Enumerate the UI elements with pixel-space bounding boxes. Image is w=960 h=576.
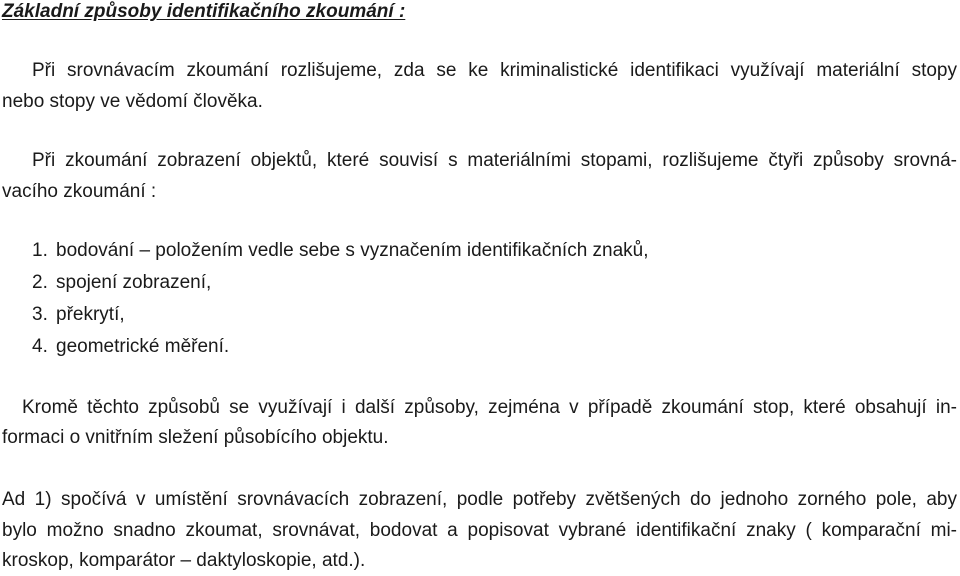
list-number: 3. xyxy=(32,304,48,325)
list-text: bodování – položením vedle sebe s vyznačením identifikačních znaků, xyxy=(56,240,649,261)
list-text: geometrické měření. xyxy=(56,336,230,357)
paragraph-1-line-2: nebo stopy ve vědomí člověka. xyxy=(2,91,263,112)
paragraph-2-line-2: vacího zkoumání : xyxy=(2,181,157,202)
section-heading: Základní způsoby identifikačního zkoumání : xyxy=(2,1,406,22)
paragraph-2-line-1: Při zkoumání zobrazení objektů, které souvisí s materiálními stopami, rozlišujeme čtyři způsoby srovná- xyxy=(32,150,957,171)
paragraph-3-line-1: Kromě těchto způsobů se využívají i další způsoby, zejména v případě zkoumání stop, které obsahují in- xyxy=(22,397,957,418)
paragraph-4-line-1: Ad 1) spočívá v umístění srovnávacích zobrazení, podle potřeby zvětšených do jednoho zorného pole, aby xyxy=(2,489,957,510)
list-text: spojení zobrazení, xyxy=(56,272,212,293)
paragraph-1-line-1: Při srovnávacím zkoumání rozlišujeme, zda se ke kriminalistické identifikaci využívají materiální stopy xyxy=(32,60,957,81)
paragraph-3-line-2: formaci o vnitřním sležení působícího objektu. xyxy=(2,427,389,448)
paragraph-4-line-3: kroskop, komparátor – daktyloskopie, atd.). xyxy=(2,550,366,571)
list-item xyxy=(32,236,649,266)
list-item xyxy=(32,300,125,330)
list-item xyxy=(32,268,211,298)
list-number: 2. xyxy=(32,272,48,293)
list-item xyxy=(32,332,229,362)
list-number: 4. xyxy=(32,336,48,357)
paragraph-4-line-2: bylo možno snadno zkoumat, srovnávat, bodovat a popisovat vybrané identifikační znaky ( komparační mi- xyxy=(2,520,957,541)
list-text: překrytí, xyxy=(56,304,125,325)
list-number: 1. xyxy=(32,240,48,261)
